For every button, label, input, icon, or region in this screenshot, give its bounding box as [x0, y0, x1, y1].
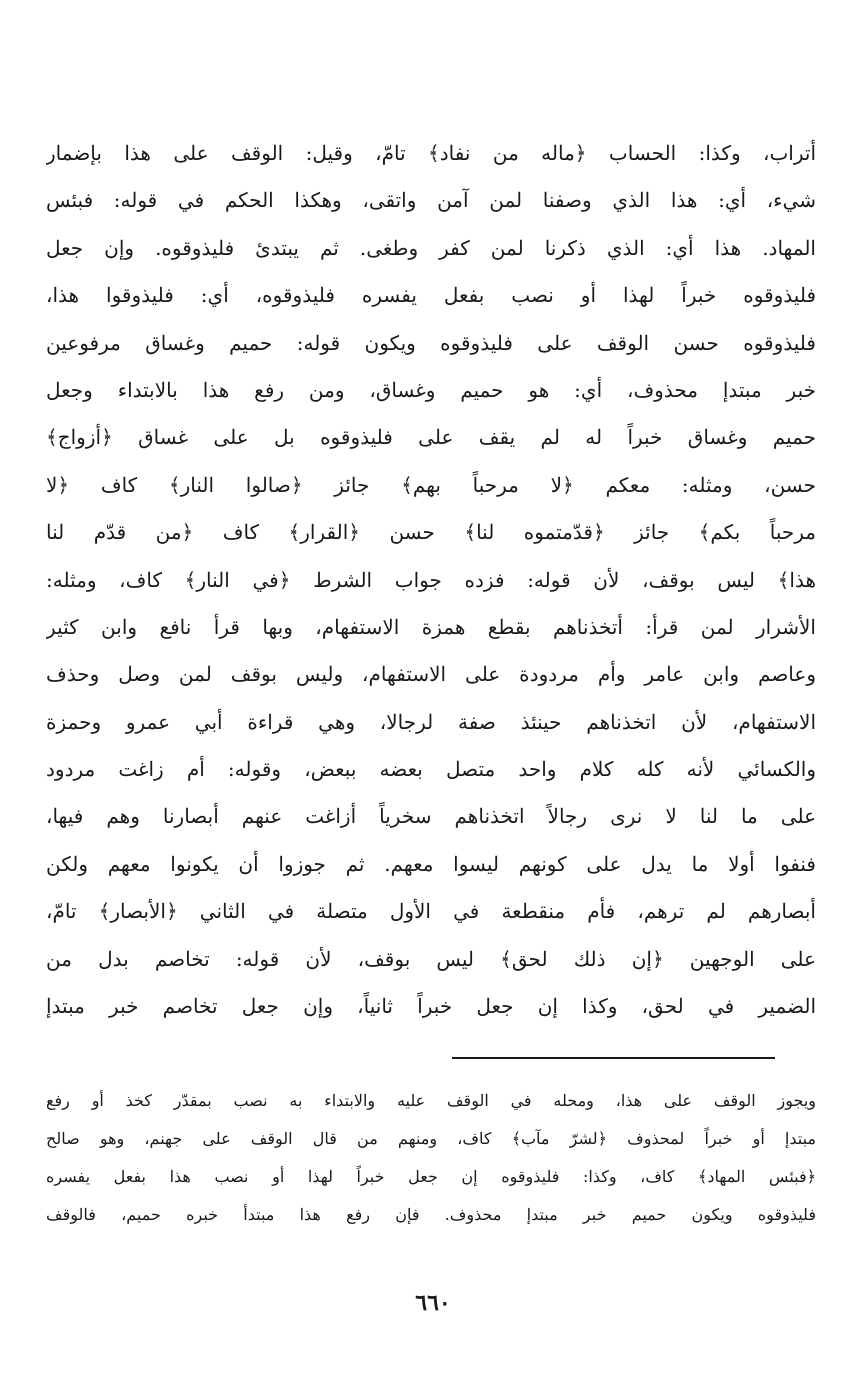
text-line: وعاصم وابن عامر وأم مردودة على الاستفهام، وليس بوقف لمن وصل وحذف — [46, 662, 816, 687]
main-text-block — [46, 130, 816, 1030]
text-line: شيء، أي: هذا الذي وصفنا لمن آمن واتقى، وهكذا الحكم في قوله: فبئس — [46, 188, 816, 213]
text-line: الأشرار لمن قرأ: أتخذناهم بقطع همزة الاستفهام، وبها قرأ نافع وابن كثير — [46, 614, 816, 639]
text-line: المهاد. هذا أي: الذي ذكرنا لمن كفر وطغى. ثم يبتدئ فليذوقوه. وإن جعل — [46, 235, 816, 260]
text-line: على الوجهين ﴿إن ذلك لحق﴾ ليس بوقف، لأن قوله: تخاصم بدل من — [46, 946, 816, 971]
footnote-line: فليذوقوه ويكون حميم خبر مبتدإ محذوف. فإن رفع هذا مبتدأ خبره حميم، فالوقف — [46, 1205, 816, 1224]
text-line: فليذوقوه خبراً لهذا أو نصب بفعل يفسره فليذوقوه، أي: فليذوقوا هذا، — [46, 283, 816, 308]
text-line: الضمير في لحق، وكذا إن جعل خبراً ثانياً، وإن جعل تخاصم خبر مبتدإ — [46, 994, 816, 1019]
page-number: ٦٦٠ — [415, 1290, 451, 1316]
footnote-line: ويجوز الوقف على هذا، ومحله في الوقف عليه والابتداء به نصب بمقدّر كخذ أو رفع — [46, 1091, 816, 1110]
text-line: حميم وغساق خبراً له لم يقف على فليذوقوه بل على غساق ﴿أزواج﴾ — [46, 425, 816, 450]
text-line: الاستفهام، لأن اتخذناهم حينئذ صفة لرجالا، وهي قراءة أبي عمرو وحمزة — [46, 709, 816, 734]
text-line: هذا﴾ ليس بوقف، لأن قوله: فزده جواب الشرط ﴿في النار﴾ كاف، ومثله: — [46, 567, 816, 592]
text-line: أتراب، وكذا: الحساب ﴿ماله من نفاد﴾ تامّ، وقيل: الوقف على هذا بإضمار — [46, 141, 816, 165]
text-line: مرحباً بكم﴾ جائز ﴿قدّمتموه لنا﴾ حسن ﴿القرار﴾ كاف ﴿من قدّم لنا — [46, 520, 816, 545]
footnotes-block — [46, 1082, 816, 1234]
footnote-divider — [452, 1057, 775, 1059]
text-line: خبر مبتدإ محذوف، أي: هو حميم وغساق، ومن رفع هذا بالابتداء وجعل — [46, 377, 816, 402]
footnote-line: مبتدإ أو خبراً لمحذوف ﴿لشرّ مآب﴾ كاف، ومنهم من قال الوقف على جهنم، وهو صالح — [46, 1129, 816, 1148]
text-line: على ما لنا لا نرى رجالاً اتخذناهم سخرياً أزاغت عنهم أبصارنا وهم فيها، — [46, 804, 816, 829]
text-line: حسن، ومثله: معكم ﴿لا مرحباً بهم﴾ جائز ﴿صالوا النار﴾ كاف ﴿لا — [46, 472, 816, 497]
text-line: فليذوقوه حسن الوقف على فليذوقوه ويكون قوله: حميم وغساق مرفوعين — [46, 330, 816, 355]
text-line: والكسائي لأنه كله كلام واحد متصل بعضه ببعض، وقوله: أم زاغت مردود — [46, 757, 816, 782]
text-line: فنفوا أولا ما يدل على كونهم ليسوا معهم. ثم جوزوا أن يكونوا معهم ولكن — [46, 851, 816, 876]
footnote-line: ﴿فبئس المهاد﴾ كاف، وكذا: فليذوقوه إن جعل خبراً لهذا أو نصب هذا بفعل يفسره — [46, 1167, 816, 1186]
text-line: أبصارهم لم ترهم، فأم منقطعة في الأول متصلة في الثاني ﴿الأبصار﴾ تامّ، — [46, 899, 816, 924]
